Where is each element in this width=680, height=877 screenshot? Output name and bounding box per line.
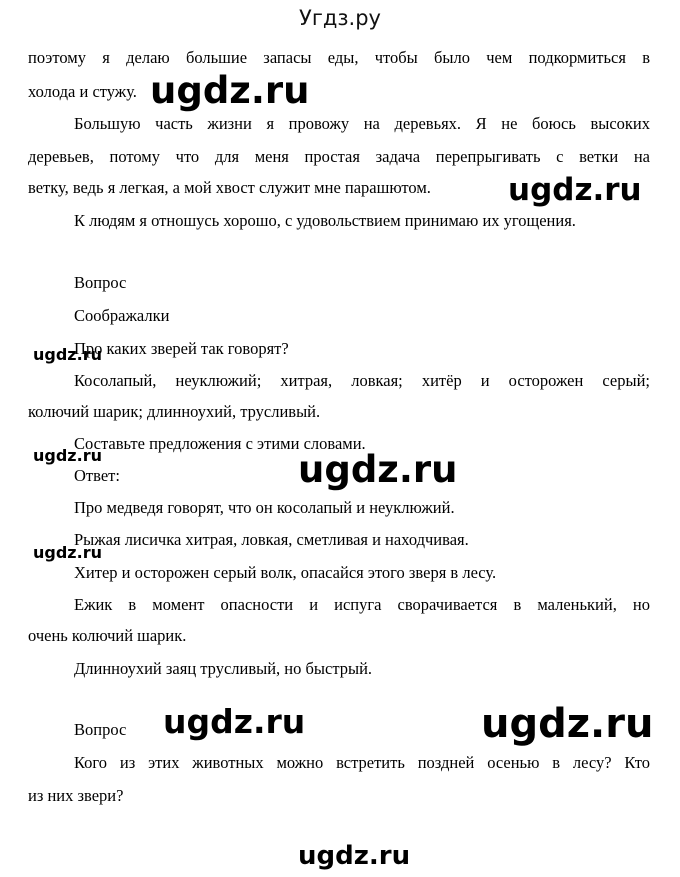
watermark: ugdz.ru — [33, 446, 102, 465]
paragraph-line: Длинноухий заяц трусливый, но быстрый. — [74, 659, 373, 678]
section-heading: Вопрос — [74, 273, 127, 292]
watermark: ugdz.ru — [481, 701, 654, 747]
paragraph-line: Косолапый, неуклюжий; хитрая, ловкая; хитёр и осторожен серый; — [74, 371, 650, 390]
section-heading: Вопрос — [74, 720, 127, 739]
paragraph-line: Хитер и осторожен серый волк, опасайся этого зверя в лесу. — [74, 563, 497, 582]
footer-watermark: ugdz.ru — [298, 841, 411, 871]
section-subheading: Соображалки — [74, 306, 170, 325]
answer-heading: Ответ: — [74, 466, 120, 485]
paragraph-line: Составьте предложения с этими словами. — [74, 434, 366, 453]
question-text: Кого из этих животных можно встретить поздней осенью в лесу? Кто — [74, 753, 650, 772]
paragraph-line: очень колючий шарик. — [28, 626, 187, 645]
paragraph-line: Про медведя говорят, что он косолапый и неуклюжий. — [74, 498, 455, 517]
paragraph-line: холода и стужу. — [28, 82, 137, 101]
watermark: ugdz.ru — [33, 345, 102, 364]
watermark: ugdz.ru — [33, 543, 102, 562]
paragraph-line: Большую часть жизни я провожу на деревьях. Я не боюсь высоких — [74, 114, 650, 133]
paragraph-line: ветку, ведь я легкая, а мой хвост служит мне парашютом. — [28, 178, 431, 197]
watermark: ugdz.ru — [150, 69, 310, 112]
paragraph-line: К людям я отношусь хорошо, с удовольствием принимаю их угощения. — [74, 211, 576, 230]
paragraph-line: Рыжая лисичка хитрая, ловкая, сметливая и находчивая. — [74, 530, 469, 549]
watermark: ugdz.ru — [508, 172, 642, 208]
paragraph-line: колючий шарик; длинноухий, трусливый. — [28, 402, 321, 421]
question-text: из них звери? — [28, 786, 124, 805]
paragraph-line: Ежик в момент опасности и испуга сворачивается в маленький, но — [74, 595, 650, 614]
paragraph-line: деревьев, потому что для меня простая задача перепрыгивать с ветки на — [28, 147, 650, 166]
watermark: ugdz.ru — [298, 448, 458, 491]
question-text: Про каких зверей так говорят? — [74, 339, 289, 358]
paragraph-line: поэтому я делаю большие запасы еды, чтобы было чем подкормиться в — [28, 48, 650, 67]
watermark: ugdz.ru — [163, 702, 306, 741]
site-title: Угдз.ру — [299, 6, 381, 30]
